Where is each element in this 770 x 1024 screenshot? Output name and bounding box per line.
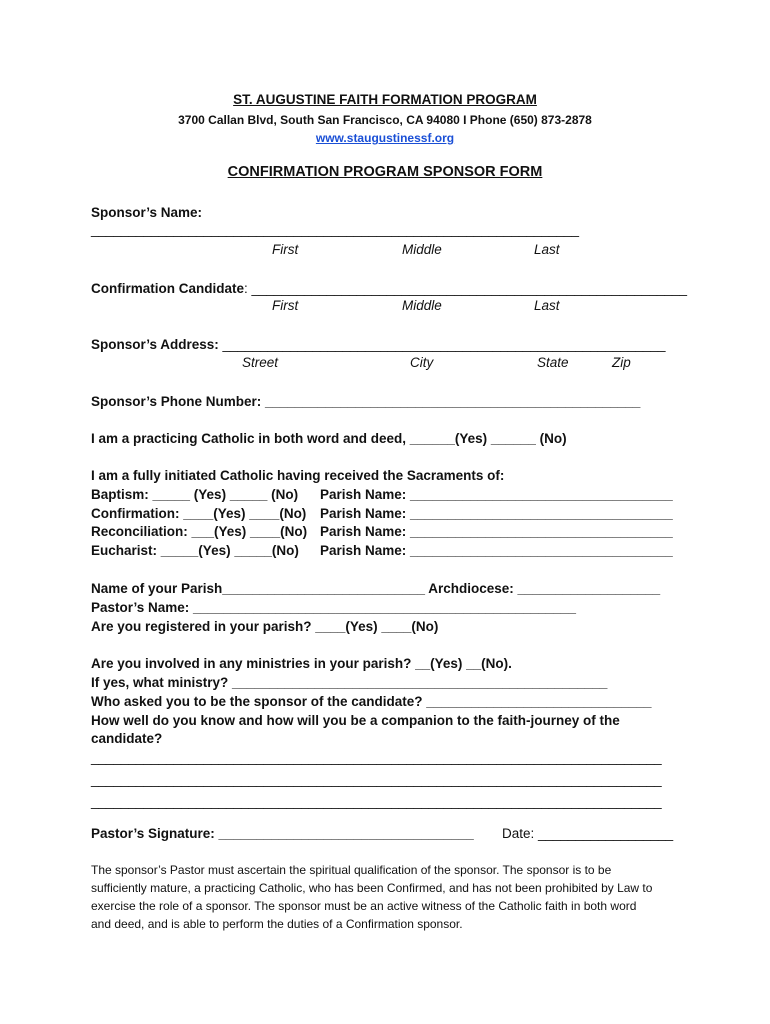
sponsor-name-line[interactable]: _________________________________________________________________ bbox=[91, 222, 580, 237]
parish-name-row[interactable]: Name of your Parish___________________________ Archdiocese: ___________________ bbox=[91, 581, 661, 596]
ministry-which-row[interactable]: If yes, what ministry? __________________________________________________ bbox=[91, 675, 608, 690]
sponsor-name-label: Sponsor’s Name: bbox=[91, 205, 203, 220]
address-label: Sponsor’s Address: bbox=[91, 337, 219, 352]
answer-line-2[interactable]: ____________________________________________________________________________ bbox=[91, 772, 662, 787]
reconciliation-row[interactable]: Reconciliation: ___(Yes) ____(No) bbox=[91, 524, 308, 539]
sponsor-note-1: The sponsor’s Pastor must ascertain the spiritual qualification of the sponsor. The sponsor is to be bbox=[91, 863, 612, 877]
candidate-line[interactable]: : __________________________________________________________ bbox=[244, 281, 687, 296]
eucharist-parish[interactable]: Parish Name: ___________________________________ bbox=[320, 543, 673, 558]
program-title: ST. AUGUSTINE FAITH FORMATION PROGRAM bbox=[233, 92, 537, 107]
website-link[interactable]: www.staugustinessf.org bbox=[315, 131, 455, 145]
eucharist-row[interactable]: Eucharist: _____(Yes) _____(No) bbox=[91, 543, 299, 558]
ministry-involved-row[interactable]: Are you involved in any ministries in your parish? __(Yes) __(No). bbox=[91, 656, 512, 671]
registered-row[interactable]: Are you registered in your parish? ____(Yes) ____(No) bbox=[91, 619, 439, 634]
reconciliation-parish[interactable]: Parish Name: ___________________________________ bbox=[320, 524, 673, 539]
pastor-name-row[interactable]: Pastor’s Name: ___________________________________________________ bbox=[91, 600, 576, 615]
address-street-caption: Street bbox=[242, 355, 279, 370]
who-asked-row[interactable]: Who asked you to be the sponsor of the candidate? ______________________________ bbox=[91, 694, 652, 709]
phone-row[interactable]: Sponsor’s Phone Number: __________________________________________________ bbox=[91, 394, 641, 409]
address-line[interactable]: ___________________________________________________________ bbox=[218, 337, 666, 352]
date-row[interactable]: Date: __________________ bbox=[502, 826, 674, 841]
candidate-last-caption: Last bbox=[534, 298, 560, 313]
sponsor-middle-caption: Middle bbox=[402, 242, 442, 257]
sponsor-note-4: and deed, and is able to perform the duties of a Confirmation sponsor. bbox=[91, 917, 463, 931]
sponsor-note-3: exercise the role of a sponsor. The sponsor must be an active witness of the Catholic faith in both word bbox=[91, 899, 637, 913]
candidate-middle-caption: Middle bbox=[402, 298, 442, 313]
sponsor-note-2: sufficiently mature, a practicing Catholic, who has been Confirmed, and has not been prohibited by Law to bbox=[91, 881, 653, 895]
baptism-row[interactable]: Baptism: _____ (Yes) _____ (No) bbox=[91, 487, 299, 502]
program-address: 3700 Callan Blvd, South San Francisco, CA 94080 I Phone (650) 873-2878 bbox=[178, 113, 592, 127]
how-well-question: How well do you know and how will you be a companion to the faith-journey of the bbox=[91, 713, 620, 728]
form-title: CONFIRMATION PROGRAM SPONSOR FORM bbox=[227, 164, 543, 180]
address-state-caption: State bbox=[537, 355, 569, 370]
answer-line-1[interactable]: ____________________________________________________________________________ bbox=[91, 750, 662, 765]
how-well-question-cont: candidate? bbox=[91, 731, 163, 746]
practicing-catholic-row[interactable]: I am a practicing Catholic in both word and deed, ______(Yes) ______ (No) bbox=[91, 431, 567, 446]
sacraments-intro: I am a fully initiated Catholic having received the Sacraments of: bbox=[91, 468, 505, 483]
address-zip-caption: Zip bbox=[612, 355, 631, 370]
confirmation-parish[interactable]: Parish Name: ___________________________________ bbox=[320, 506, 673, 521]
answer-line-3[interactable]: ____________________________________________________________________________ bbox=[91, 794, 662, 809]
candidate-label: Confirmation Candidate bbox=[91, 281, 245, 296]
pastor-signature-row[interactable]: Pastor’s Signature: __________________________________ bbox=[91, 826, 474, 841]
candidate-row[interactable] bbox=[91, 281, 687, 296]
sponsor-last-caption: Last bbox=[534, 242, 560, 257]
address-city-caption: City bbox=[410, 355, 434, 370]
sponsor-first-caption: First bbox=[272, 242, 299, 257]
baptism-parish[interactable]: Parish Name: ___________________________________ bbox=[320, 487, 673, 502]
confirmation-row[interactable]: Confirmation: ____(Yes) ____(No) bbox=[91, 506, 307, 521]
address-row[interactable] bbox=[91, 337, 666, 352]
candidate-first-caption: First bbox=[272, 298, 299, 313]
